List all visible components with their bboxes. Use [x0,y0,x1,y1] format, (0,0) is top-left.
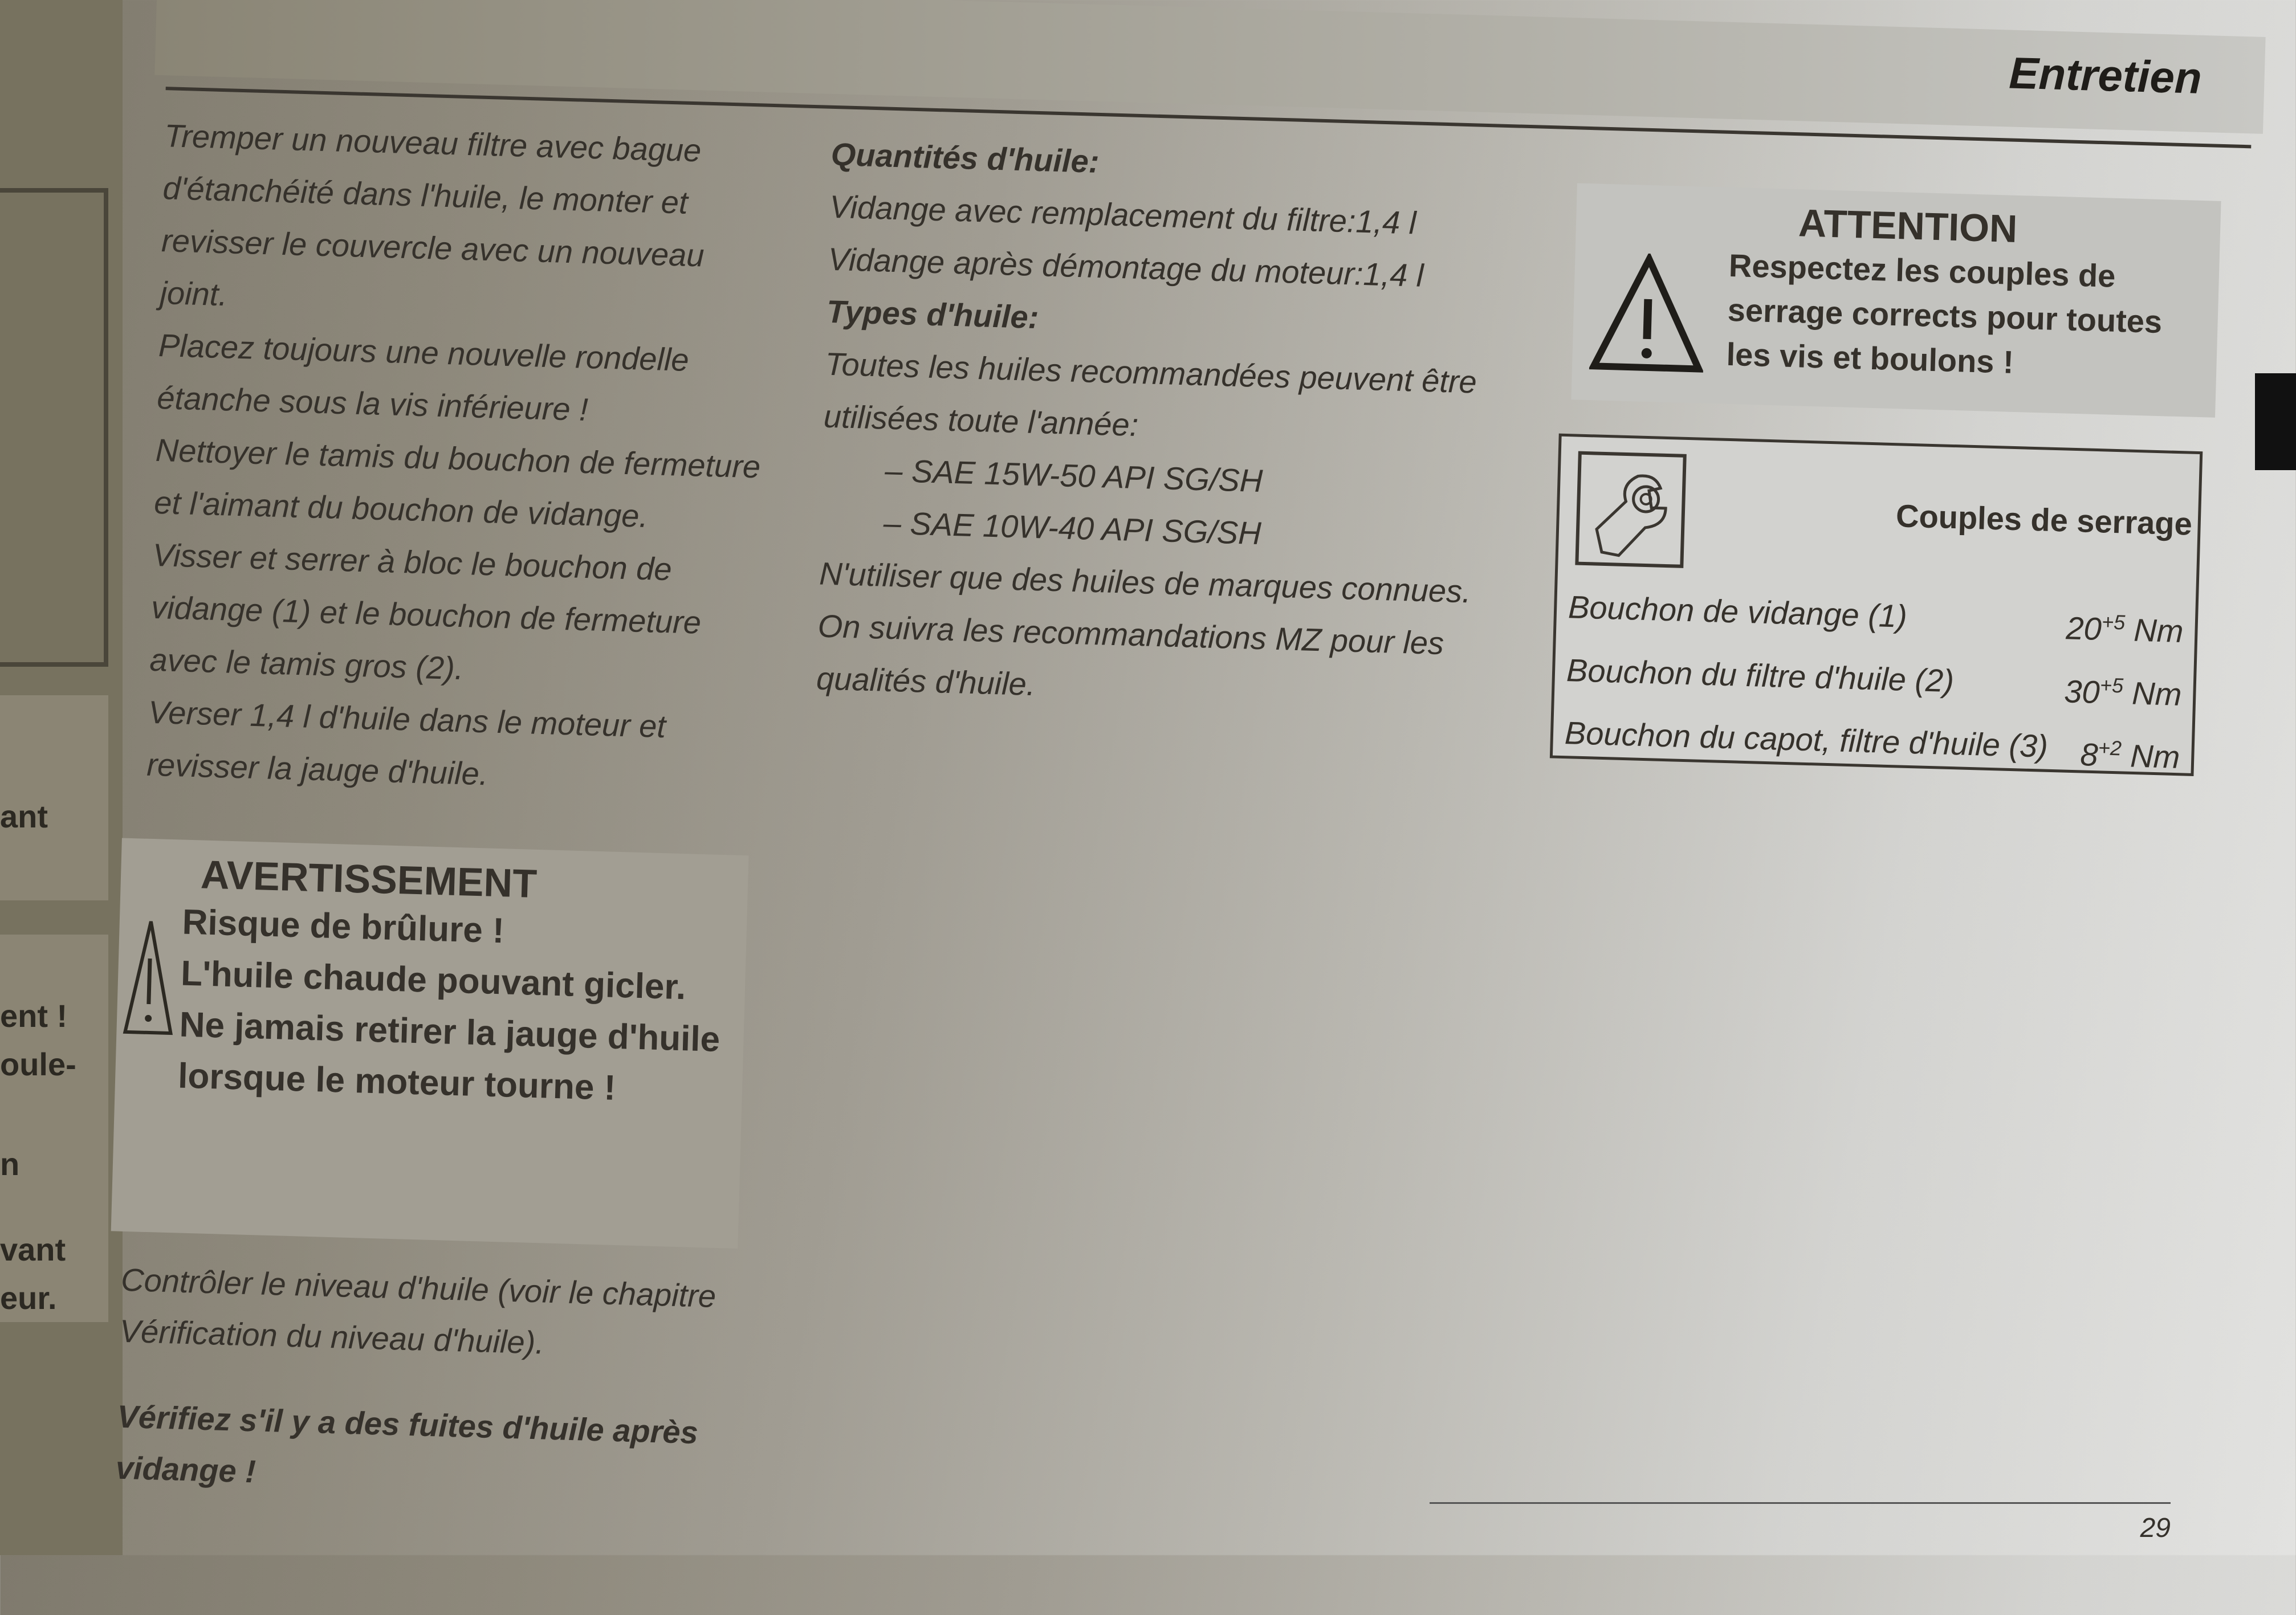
warning-triangle-icon [1589,252,1707,375]
step: Visser et serrer à bloc le bouchon de vidange (1) et le bouchon de fermeture avec le tamis gros (2). [149,536,702,687]
warning-title: AVERTISSEMENT [200,852,538,906]
torque-value: 30 [2063,672,2100,710]
step: Contrôler le niveau d'huile (voir le chapitre Vérification du niveau d'huile). [119,1261,717,1361]
quantity-line: Vidange avec remplacement du filtre:1,4 l [829,188,1417,241]
procedure-column [146,109,780,808]
previous-page-fragment: ant [0,798,48,834]
oil-type: – SAE 15W-50 API SG/SH [884,452,1264,499]
footer-rule [1430,1502,2171,1504]
torque-label: Bouchon du filtre d'huile (2) [1566,651,1955,699]
quantities-heading: Quantités d'huile: [831,136,1100,180]
step: Nettoyer le tamis du bouchon de fermeture et l'aimant du bouchon de vidange. [153,431,761,535]
step-note: Vérifiez s'il y a des fuites d'huile après vidange ! [115,1398,699,1490]
torque-value: 20 [2065,610,2102,647]
types-heading: Types d'huile: [826,293,1040,336]
previous-page-fragment: vant [0,1231,66,1267]
torque-value: 8 [2079,736,2099,773]
warning-line: Ne jamais retirer la jauge d'huile lorsque le moteur tourne ! [177,1005,720,1108]
previous-page-fragment: ent ! [0,998,68,1034]
note: N'utiliser que des huiles de marques connues. [819,555,1472,610]
step: Tremper un nouveau filtre avec bague d'étanchéité dans l'huile, le monter et revisser le couvercle avec un nouveau joint. [159,117,705,313]
page-number: 29 [2140,1513,2171,1543]
types-intro: Toutes les huiles recommandées peuvent être utilisées toute l'année: [823,345,1477,443]
chapter-tab [2255,373,2296,470]
wrench-icon [1575,451,1687,568]
previous-page-fragment: oule- [0,1046,76,1082]
previous-page-fragment: n [0,1146,20,1182]
step: Verser 1,4 l d'huile dans le moteur et revisser la jauge d'huile. [146,694,666,792]
torque-unit: Nm [2130,737,2181,776]
previous-page-figure [0,188,108,667]
warning-triangle-icon [122,918,177,1039]
torque-tolerance: +5 [2101,610,2126,634]
attention-box [1571,183,2221,417]
warning-box [111,838,749,1249]
section-title: Entretien [2008,47,2203,103]
torque-unit: Nm [2133,611,2184,650]
header-bar [154,0,2265,134]
torque-unit: Nm [2131,675,2183,712]
attention-title: ATTENTION [1798,201,2018,251]
torque-tolerance: +2 [2098,736,2122,760]
after-steps [115,1254,737,1511]
torque-title: Couples de serrage [1895,497,2193,542]
oil-specs-column [816,128,1533,724]
torque-table [1550,434,2203,776]
note: On suivra les recommandations MZ pour les qualités d'huile. [816,607,1444,703]
torque-tolerance: +5 [2099,672,2124,698]
previous-page-fragment: eur. [0,1280,57,1316]
quantity-line: Vidange après démontage du moteur:1,4 l [827,240,1424,293]
torque-label: Bouchon du capot, filtre d'huile (3) [1564,715,2049,765]
warning-line: L'huile chaude pouvant gicler. [180,953,687,1008]
attention-text: Respectez les couples de serrage corrects pour toutes les vis et boulons ! [1725,247,2163,380]
step-note: Placez toujours une nouvelle rondelle étanche sous la vis inférieure ! [156,327,690,428]
warning-line: Risque de brûlure ! [181,902,505,951]
torque-rows [1564,579,2184,785]
oil-type: – SAE 10W-40 API SG/SH [883,504,1262,552]
manual-page [79,0,2295,1615]
torque-label: Bouchon de vidange (1) [1568,589,1908,634]
